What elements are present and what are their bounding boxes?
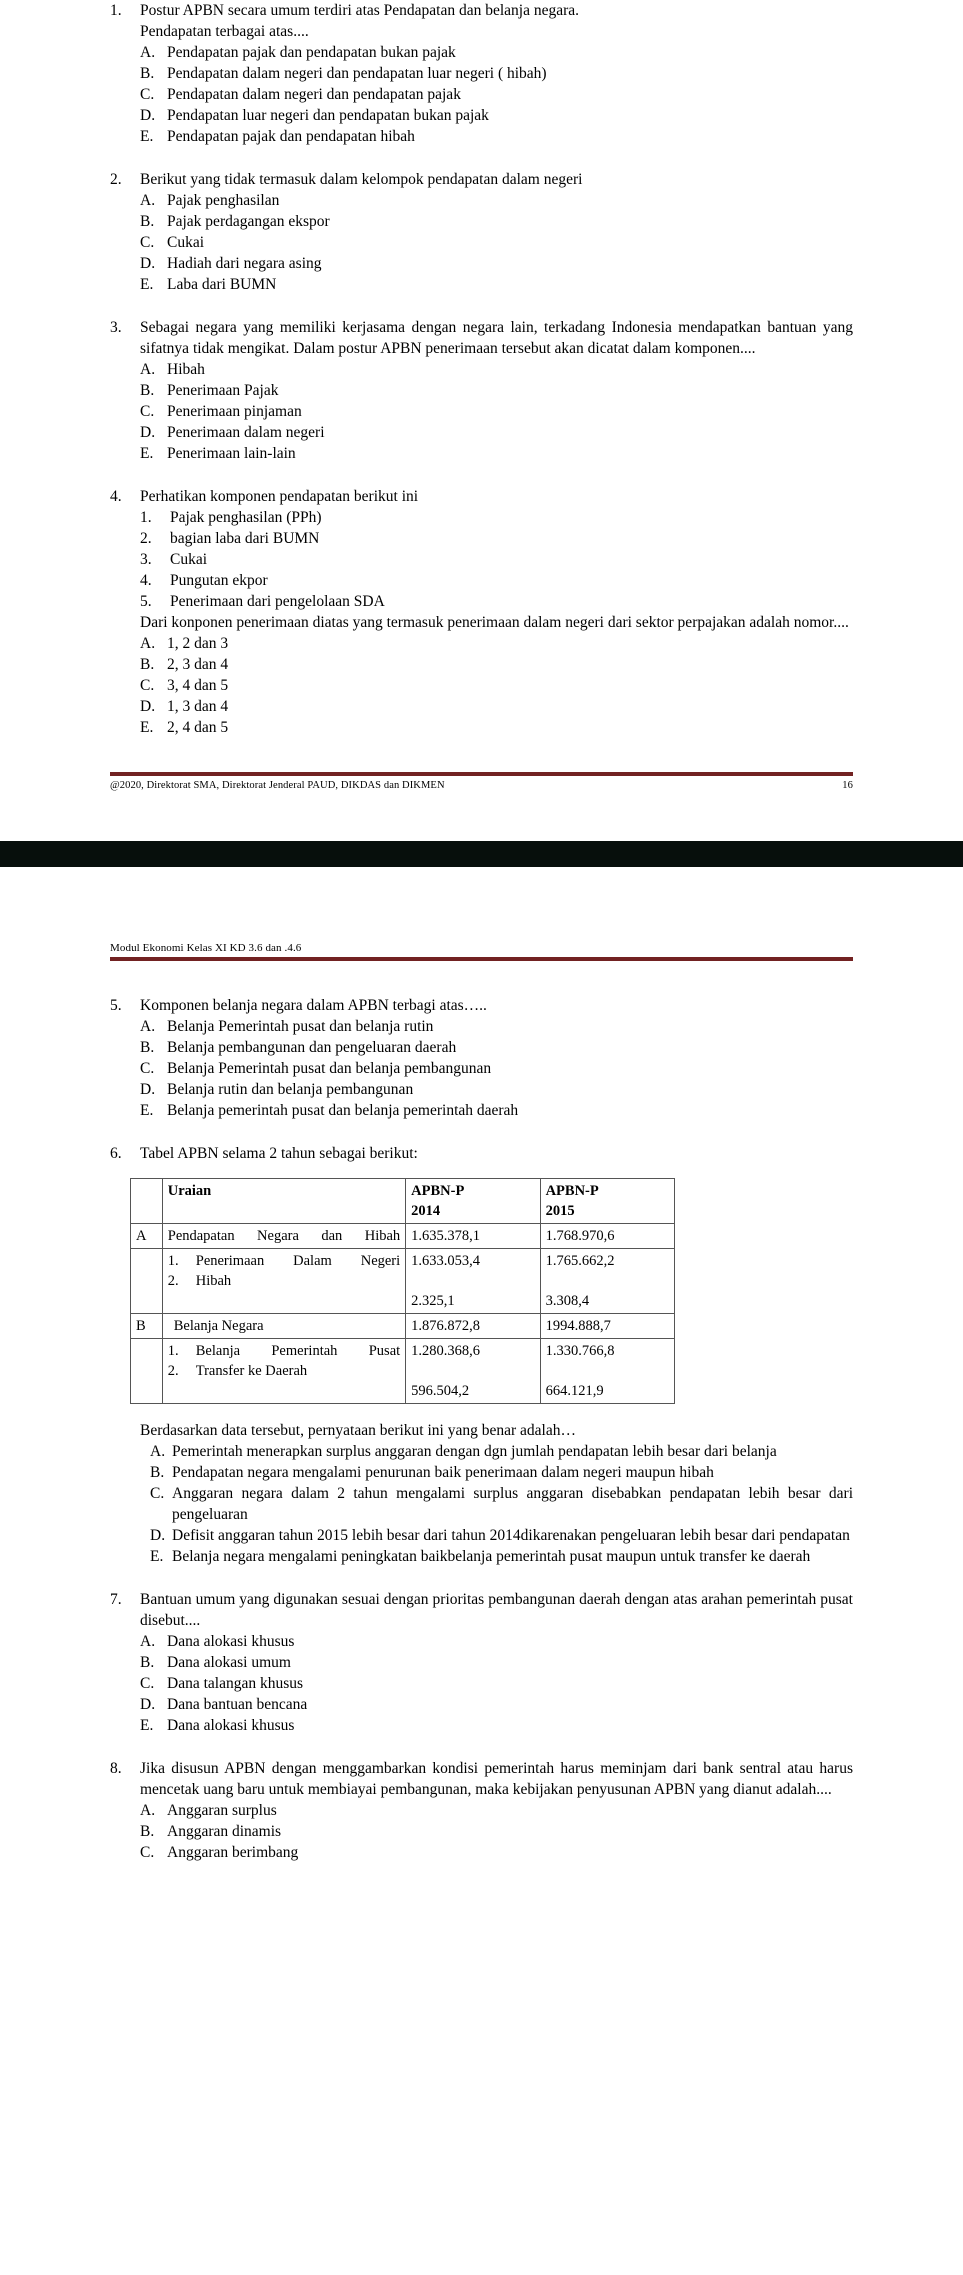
option-letter: C.: [140, 1844, 155, 1861]
table-sub-text: Penerimaan Dalam Negeri: [195, 1253, 401, 1269]
option-letter: C.: [140, 86, 155, 103]
option-letter: A.: [140, 1633, 156, 1650]
option-letter: A.: [140, 192, 156, 209]
option-item[interactable]: [140, 380, 853, 401]
sublist-item: [140, 528, 853, 549]
table-cell-2015: 1994.888,7: [540, 1314, 674, 1339]
option-text: Belanja Pemerintah pusat dan belanja rutin: [167, 1018, 434, 1035]
question-6-lead-in: Berdasarkan data tersebut, pernyataan berikut ini yang benar adalah…: [140, 1422, 576, 1439]
option-text: Penerimaan lain-lain: [167, 445, 296, 462]
option-letter: C.: [150, 1485, 165, 1502]
table-header-uraian: Uraian: [162, 1179, 405, 1224]
option-letter: E.: [140, 719, 154, 736]
option-letter: B.: [140, 1823, 155, 1840]
question-3-stem: Sebagai negara yang memiliki kerjasama dengan negara lain, terkadang Indonesia mendapatkan bantuan yang sifatnya tidak mengikat. Dalam postur APBN penerimaan tersebut akan dicatat dalam komponen....: [140, 319, 853, 357]
table-row: [131, 1249, 675, 1314]
question-4: [110, 486, 853, 738]
page-16: [0, 0, 963, 793]
table-sub-item: [168, 1271, 400, 1291]
sublist-number: 4.: [140, 572, 152, 589]
table-cell-2015-a: 1.765.662,2: [545, 1253, 615, 1269]
option-item[interactable]: [140, 105, 853, 126]
sublist-text: Pungutan ekpor: [170, 572, 268, 589]
question-6-stem: Tabel APBN selama 2 tahun sebagai berikut:: [140, 1145, 418, 1162]
option-item[interactable]: [140, 126, 853, 147]
option-item[interactable]: [140, 1694, 853, 1715]
option-letter: A.: [140, 44, 156, 61]
table-cell-2014-a: 1.633.053,4: [411, 1253, 481, 1269]
table-row: [131, 1314, 675, 1339]
sublist-number: 1.: [140, 509, 152, 526]
sublist-text: Penerimaan dari pengelolaan SDA: [170, 593, 385, 610]
table-cell-2015-a: 1.330.766,8: [545, 1343, 615, 1359]
question-1-stem-row: [110, 0, 853, 21]
question-5-stem: Komponen belanja negara dalam APBN terbagi atas…..: [140, 997, 487, 1014]
table-sub-number: 2.: [167, 1363, 179, 1379]
question-3: [110, 317, 853, 464]
table-cell-2015-b: 664.121,9: [545, 1383, 604, 1399]
option-letter: D.: [140, 107, 156, 124]
option-letter: B.: [140, 1654, 155, 1671]
table-cell-2015: 1.768.970,6: [540, 1224, 674, 1249]
option-text: Pemerintah menerapkan surplus anggaran dengan dgn jumlah pendapatan lebih besar dari belanja: [172, 1443, 777, 1460]
question-4-number: 4.: [110, 488, 122, 505]
option-text: Belanja rutin dan belanja pembangunan: [167, 1081, 414, 1098]
option-item[interactable]: [140, 1800, 853, 1821]
question-8-options: [140, 1800, 853, 1863]
option-letter: B.: [140, 382, 155, 399]
option-item[interactable]: [150, 1525, 853, 1546]
option-text: Pendapatan dalam negeri dan pendapatan luar negeri ( hibah): [167, 65, 547, 82]
option-item[interactable]: [140, 1079, 853, 1100]
option-item[interactable]: [140, 1100, 853, 1121]
question-2-options: [140, 190, 853, 295]
option-item[interactable]: [140, 1631, 853, 1652]
table-cell-desc: Pendapatan Negara dan Hibah: [162, 1224, 405, 1249]
table-cell-spacer: [546, 1271, 669, 1291]
option-text: Pendapatan dalam negeri dan pendapatan pajak: [167, 86, 461, 103]
table-sub-number: 1.: [167, 1253, 179, 1269]
table-cell-key: B: [131, 1314, 163, 1339]
question-1-options: [140, 42, 853, 147]
table-cell-2014: 1.876.872,8: [406, 1314, 540, 1339]
option-text: Anggaran berimbang: [167, 1844, 299, 1861]
option-item[interactable]: [140, 1016, 853, 1037]
table-cell-desc: Belanja Negara: [162, 1314, 405, 1339]
option-item[interactable]: [140, 654, 853, 675]
option-letter: C.: [140, 1060, 155, 1077]
option-item[interactable]: [140, 1037, 853, 1058]
table-sub-number: 1.: [167, 1343, 179, 1359]
table-header-2014: [406, 1179, 540, 1224]
table-sub-item: [168, 1361, 400, 1381]
table-header-2015-line2: 2015: [545, 1203, 575, 1219]
question-8-number: 8.: [110, 1760, 122, 1777]
question-5-stem-row: [110, 995, 853, 1016]
sublist-item: [140, 591, 853, 612]
page-separator-band: [0, 841, 963, 867]
option-letter: E.: [140, 276, 154, 293]
option-text: Laba dari BUMN: [167, 276, 277, 293]
question-1-stem-continued: Pendapatan terbagai atas....: [140, 23, 309, 40]
table-cell-2014: [406, 1339, 540, 1404]
page-17-body: [0, 961, 963, 1863]
table-header-2014-line2: 2014: [411, 1203, 441, 1219]
table-sub-text: Belanja Pemerintah Pusat: [195, 1343, 401, 1359]
option-text: Anggaran negara dalam 2 tahun mengalami surplus anggaran disebabkan pendapatan lebih besar dari pengeluaran: [172, 1485, 853, 1523]
option-item[interactable]: [140, 359, 853, 380]
question-3-options: [140, 359, 853, 464]
table-cell-2014: [406, 1249, 540, 1314]
question-1-number: 1.: [110, 2, 122, 19]
question-7-stem-row: [110, 1589, 853, 1631]
question-4-stem: Perhatikan komponen pendapatan berikut ini: [140, 488, 419, 505]
question-5-number: 5.: [110, 997, 122, 1014]
table-header-key: [131, 1179, 163, 1224]
question-3-stem-row: [110, 317, 853, 359]
option-item[interactable]: [140, 253, 853, 274]
table-cell-spacer: [411, 1361, 534, 1381]
option-text: Dana alokasi khusus: [167, 1633, 295, 1650]
option-item[interactable]: [140, 717, 853, 738]
option-text: 3, 4 dan 5: [167, 677, 229, 694]
table-cell-2014: 1.635.378,1: [406, 1224, 540, 1249]
question-5-options: [140, 1016, 853, 1121]
table-cell-2015-b: 3.308,4: [545, 1293, 590, 1309]
option-text: Pajak perdagangan ekspor: [167, 213, 330, 230]
option-text: Defisit anggaran tahun 2015 lebih besar dari tahun 2014dikarenakan pengeluaran lebih besar dari pendapatan: [172, 1527, 850, 1544]
option-item[interactable]: [140, 274, 853, 295]
option-item[interactable]: [140, 1821, 853, 1842]
sublist-item: [140, 507, 853, 528]
option-letter: D.: [140, 255, 156, 272]
option-letter: B.: [150, 1464, 165, 1481]
question-5: [110, 995, 853, 1121]
option-text: Anggaran dinamis: [167, 1823, 282, 1840]
option-text: Anggaran surplus: [167, 1802, 277, 1819]
option-item[interactable]: [140, 675, 853, 696]
option-item[interactable]: [150, 1462, 853, 1483]
question-6-options: [150, 1441, 853, 1567]
question-2-stem: Berikut yang tidak termasuk dalam kelompok pendapatan dalam negeri: [140, 171, 583, 188]
option-text: Pendapatan negara mengalami penurunan baik penerimaan dalam negeri maupun hibah: [172, 1464, 714, 1481]
option-text: 2, 3 dan 4: [167, 656, 229, 673]
table-cell-key: A: [131, 1224, 163, 1249]
option-text: 2, 4 dan 5: [167, 719, 229, 736]
apbn-table: [130, 1178, 675, 1404]
table-cell-2014-a: 1.280.368,6: [411, 1343, 481, 1359]
option-item[interactable]: [140, 63, 853, 84]
option-text: Penerimaan dalam negeri: [167, 424, 325, 441]
option-text: Pajak penghasilan: [167, 192, 280, 209]
option-item[interactable]: [140, 443, 853, 464]
option-letter: E.: [140, 128, 154, 145]
sublist-text: bagian laba dari BUMN: [170, 530, 320, 547]
option-text: Belanja pembangunan dan pengeluaran daerah: [167, 1039, 457, 1056]
option-text: Pendapatan luar negeri dan pendapatan bukan pajak: [167, 107, 489, 124]
option-letter: B.: [140, 1039, 155, 1056]
option-item[interactable]: [140, 42, 853, 63]
option-letter: B.: [140, 65, 155, 82]
option-letter: A.: [140, 361, 156, 378]
question-2-stem-row: [110, 169, 853, 190]
option-text: Hibah: [167, 361, 205, 378]
option-letter: C.: [140, 234, 155, 251]
option-letter: C.: [140, 403, 155, 420]
page-16-body: [0, 0, 963, 738]
option-letter: B.: [140, 213, 155, 230]
question-2: [110, 169, 853, 295]
table-cell-desc: [162, 1249, 405, 1314]
option-item[interactable]: [140, 422, 853, 443]
option-text: Dana alokasi umum: [167, 1654, 291, 1671]
question-4-after-sublist: Dari konponen penerimaan diatas yang termasuk penerimaan dalam negeri dari sektor perpajakan adalah nomor....: [140, 614, 849, 631]
sublist-text: Pajak penghasilan (PPh): [170, 509, 322, 526]
option-letter: D.: [140, 698, 156, 715]
option-letter: D.: [150, 1527, 166, 1544]
footer-copyright: @2020, Direktorat SMA, Direktorat Jenderal PAUD, DIKDAS dan DIKMEN: [110, 780, 445, 791]
option-item[interactable]: [140, 633, 853, 654]
sublist-number: 2.: [140, 530, 152, 547]
page-16-footer: [0, 772, 963, 793]
question-8-stem: Jika disusun APBN dengan menggambarkan kondisi pemerintah harus meminjam dari bank sentral atau harus mencetak uang baru untuk membiayai pembangunan, maka kebijakan penyusunan APBN yang dianut adalah....: [140, 1760, 853, 1798]
option-letter: C.: [140, 677, 155, 694]
question-2-number: 2.: [110, 171, 122, 188]
table-row: [131, 1339, 675, 1404]
table-cell-2015: [540, 1339, 674, 1404]
apbn-table-wrap: [130, 1178, 853, 1404]
table-header-row: [131, 1179, 675, 1224]
sublist-number: 3.: [140, 551, 152, 568]
option-item[interactable]: [140, 1673, 853, 1694]
option-letter: A.: [150, 1443, 166, 1460]
option-item[interactable]: [150, 1546, 853, 1567]
page-gap: [0, 793, 963, 841]
option-text: Dana alokasi khusus: [167, 1717, 295, 1734]
running-header-text: Modul Ekonomi Kelas XI KD 3.6 dan .4.6: [110, 942, 302, 954]
option-item[interactable]: [140, 84, 853, 105]
table-sub-text: Transfer ke Daerah: [195, 1363, 308, 1379]
question-4-options: [140, 633, 853, 738]
footer-line: [110, 776, 853, 793]
table-cell-2014-b: 596.504,2: [411, 1383, 470, 1399]
option-item[interactable]: [140, 1715, 853, 1736]
option-text: Belanja negara mengalami peningkatan baikbelanja pemerintah pusat maupun untuk transfer ke daerah: [172, 1548, 811, 1565]
table-sub-number: 2.: [167, 1273, 179, 1289]
option-text: 1, 3 dan 4: [167, 698, 229, 715]
table-cell-spacer: [411, 1271, 534, 1291]
question-7-stem: Bantuan umum yang digunakan sesuai dengan prioritas pembangunan daerah dengan atas arahan pemerintah pusat disebut....: [140, 1591, 853, 1629]
question-6: [110, 1143, 853, 1567]
option-item[interactable]: [150, 1483, 853, 1525]
question-8: [110, 1758, 853, 1863]
option-text: 1, 2 dan 3: [167, 635, 229, 652]
option-letter: E.: [140, 1102, 154, 1119]
question-3-number: 3.: [110, 319, 122, 336]
table-sub-item: [168, 1251, 400, 1271]
option-text: Dana talangan khusus: [167, 1675, 304, 1692]
option-text: Pendapatan pajak dan pendapatan hibah: [167, 128, 415, 145]
table-cell-key: [131, 1249, 163, 1314]
option-letter: C.: [140, 1675, 155, 1692]
question-6-stem-row: [110, 1143, 853, 1164]
option-letter: A.: [140, 1802, 156, 1819]
option-item[interactable]: [140, 190, 853, 211]
question-4-sublist: [140, 507, 853, 612]
option-item[interactable]: [140, 1652, 853, 1673]
option-text: Penerimaan pinjaman: [167, 403, 302, 420]
question-7-options: [140, 1631, 853, 1736]
sublist-item: [140, 570, 853, 591]
sublist-number: 5.: [140, 593, 152, 610]
question-1: [110, 0, 853, 147]
sublist-item: [140, 549, 853, 570]
option-text: Dana bantuan bencana: [167, 1696, 308, 1713]
footer-page-number: 16: [842, 780, 853, 791]
question-7: [110, 1589, 853, 1736]
option-letter: D.: [140, 1696, 156, 1713]
option-text: Hadiah dari negara asing: [167, 255, 322, 272]
option-letter: E.: [140, 1717, 154, 1734]
question-6-number: 6.: [110, 1145, 122, 1162]
page-17: [0, 867, 963, 1863]
question-7-number: 7.: [110, 1591, 122, 1608]
option-text: Belanja pemerintah pusat dan belanja pemerintah daerah: [167, 1102, 519, 1119]
option-item[interactable]: [140, 1842, 853, 1863]
option-text: Cukai: [167, 234, 205, 251]
option-letter: E.: [140, 445, 154, 462]
question-8-stem-row: [110, 1758, 853, 1800]
option-letter: B.: [140, 656, 155, 673]
option-item[interactable]: [140, 232, 853, 253]
option-text: Belanja Pemerintah pusat dan belanja pembangunan: [167, 1060, 492, 1077]
table-header-2014-line1: APBN-P: [411, 1183, 465, 1199]
option-letter: E.: [150, 1548, 164, 1565]
table-sub-item: [168, 1341, 400, 1361]
table-cell-key: [131, 1339, 163, 1404]
question-1-stem: Postur APBN secara umum terdiri atas Pendapatan dan belanja negara.: [140, 2, 580, 19]
table-header-2015: [540, 1179, 674, 1224]
option-text: Pendapatan pajak dan pendapatan bukan pajak: [167, 44, 456, 61]
option-item[interactable]: [140, 211, 853, 232]
option-letter: D.: [140, 424, 156, 441]
option-letter: A.: [140, 635, 156, 652]
option-text: Penerimaan Pajak: [167, 382, 279, 399]
option-letter: D.: [140, 1081, 156, 1098]
table-cell-desc: [162, 1339, 405, 1404]
question-4-stem-row: [110, 486, 853, 507]
option-item[interactable]: [140, 401, 853, 422]
table-cell-2015: [540, 1249, 674, 1314]
running-header: [0, 867, 963, 961]
table-cell-spacer: [546, 1361, 669, 1381]
option-letter: A.: [140, 1018, 156, 1035]
option-item[interactable]: [150, 1441, 853, 1462]
sublist-text: Cukai: [170, 551, 208, 568]
table-header-2015-line1: APBN-P: [545, 1183, 599, 1199]
table-row: [131, 1224, 675, 1249]
table-cell-2014-b: 2.325,1: [411, 1293, 455, 1309]
table-sub-text: Hibah: [195, 1273, 232, 1289]
option-item[interactable]: [140, 1058, 853, 1079]
option-item[interactable]: [140, 696, 853, 717]
